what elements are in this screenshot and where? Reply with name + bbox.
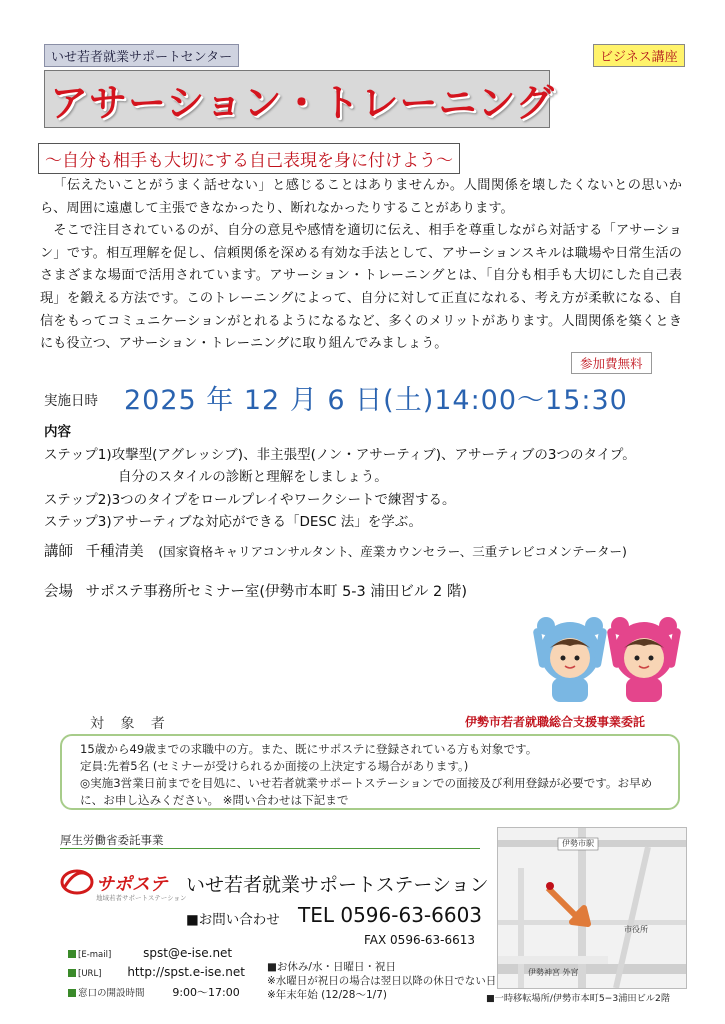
venue <box>44 580 467 601</box>
blue-bear-mascot-icon <box>533 617 608 702</box>
venue-label: 会場 <box>44 584 73 600</box>
target-line-3: ◎実施3営業日前までを目処に、いせ若者就業サポートステーションでの面接及び利用登録が必要です。お早めに、お申し込みください。 ※問い合わせは下記まで <box>80 776 653 807</box>
holiday-line-2: ※水曜日が祝日の場合は翌日以降の休日でない日 <box>267 975 497 987</box>
ministry-note: 厚生労働省委託事業 <box>60 833 164 847</box>
inquiry-label: ■お問い合わせ <box>186 912 280 928</box>
subtitle: 〜自分も相手も大切にする自己表現を身に付けよう〜 <box>38 143 460 174</box>
intro-text <box>40 175 682 356</box>
url-tag: [URL] <box>78 969 102 979</box>
saposte-logo-subtext: 地域若者サポートステーション <box>96 894 187 902</box>
email-link[interactable]: spst@e-ise.net <box>143 946 233 960</box>
bullet-square-icon <box>68 989 76 997</box>
station-name: いせ若者就業サポートステーション <box>186 874 489 896</box>
saposte-logo-text: サポステ <box>96 874 168 895</box>
map-drawing <box>498 828 686 988</box>
holiday-line-1: ■お休み/水・日曜日・祝日 <box>267 961 396 973</box>
email-row <box>68 946 232 960</box>
schedule-label: 実施日時 <box>44 393 98 409</box>
bullet-square-icon <box>68 950 76 958</box>
venue-address: サポステ事務所セミナー室(伊勢市本町 5-3 浦田ビル 2 階) <box>85 584 467 600</box>
step-1-detail: 自分のスタイルの診断と理解をしましょう。 <box>118 469 388 485</box>
instructor <box>44 540 627 561</box>
business-course-badge: ビジネス講座 <box>593 44 685 67</box>
holiday-line-3: ※年末年始 (12/28〜1/7) <box>267 989 387 1001</box>
mascot-illustration <box>528 608 684 708</box>
map-label-shrine: 伊勢神宮 外宮 <box>528 968 579 977</box>
intro-paragraph-2: そこで注目されているのが、自分の意見や感情を適切に伝え、相手を尊重しながら対話する「アサーション」です。相互理解を促し、信頼関係を深める有効な手法として、アサーションスキルは職場や日常生活のさまざまな場面で活用されています。アサーション・トレーニングとは、「自分も相手も大切にした自己表現」を鍛える方法です。このトレーニングによって、自分に対して正直になれる、考え方が柔軟になる、自信をもってコミュニケーションがとれるようになるなど、多くのメリットがあります。人間関係を築くときにも役立つ、アサーション・トレーニングに取り組んでみましょう。 <box>40 223 682 352</box>
intro-paragraph-1: 「伝えたいことがうまく話せない」と感じることはありませんか。人間関係を壊したくないとの思いから、周囲に遠慮して主張できなかったり、断れなかったりすることがあります。 <box>40 178 682 216</box>
hours-row <box>68 984 240 1000</box>
instructor-name: 千種清美 <box>85 544 144 560</box>
fax-number: FAX 0596-63-6613 <box>364 933 476 947</box>
organization-label: いせ若者就業サポートセンター <box>44 44 239 67</box>
url-row <box>68 965 245 979</box>
instructor-credentials: (国家資格キャリアコンサルタント、産業カウンセラー、三重テレビコメンテーター) <box>158 544 627 559</box>
relocation-caption: ■一時移転場所/伊勢市本町5−3浦田ビル2階 <box>486 993 671 1004</box>
step-2: ステップ2)3つのタイプをロールプレイやワークシートで練習する。 <box>44 492 456 508</box>
pink-bear-mascot-icon <box>607 617 682 702</box>
target-audience-text <box>80 741 660 809</box>
map-label-city-hall: 市役所 <box>624 925 648 934</box>
location-map <box>497 827 687 989</box>
target-line-1: 15歳から49歳までの求職中の方。また、既にサポステに登録されている方も対象です。 <box>80 742 538 756</box>
saposte-logo-icon <box>60 868 94 896</box>
target-audience-label: 対 象 者 <box>90 716 171 732</box>
opening-hours: 9:00〜17:00 <box>172 986 240 999</box>
map-label-station: 伊勢市駅 <box>562 839 594 848</box>
content-heading: 内容 <box>44 424 71 440</box>
page-title: アサーション・トレーニング <box>50 81 555 125</box>
free-fee-badge: 参加費無料 <box>571 352 652 374</box>
step-1: ステップ1)攻撃型(アグレッシブ)、非主張型(ノン・アサーティブ)、アサーティブの3つのタイプ。 <box>44 447 636 463</box>
footer-divider <box>60 848 480 849</box>
url-link[interactable]: http://spst.e-ise.net <box>127 965 245 979</box>
commission-note: 伊勢市若者就職総合支援事業委託 <box>465 715 646 729</box>
bullet-square-icon <box>68 969 76 977</box>
holiday-info <box>267 960 496 1002</box>
schedule-datetime: 2025 年 12 月 6 日(土)14:00〜15:30 <box>124 385 628 416</box>
hours-tag: 窓口の開設時間 <box>78 988 145 999</box>
target-line-2: 定員:先着5名 (セミナーが受けられるか面接の上決定する場合があります。) <box>80 759 469 773</box>
email-tag: [E-mail] <box>78 950 112 960</box>
step-3: ステップ3)アサーティブな対応ができる「DESC 法」を学ぶ。 <box>44 514 422 530</box>
phone-number[interactable]: TEL 0596-63-6603 <box>298 903 483 927</box>
instructor-label: 講師 <box>44 544 73 560</box>
